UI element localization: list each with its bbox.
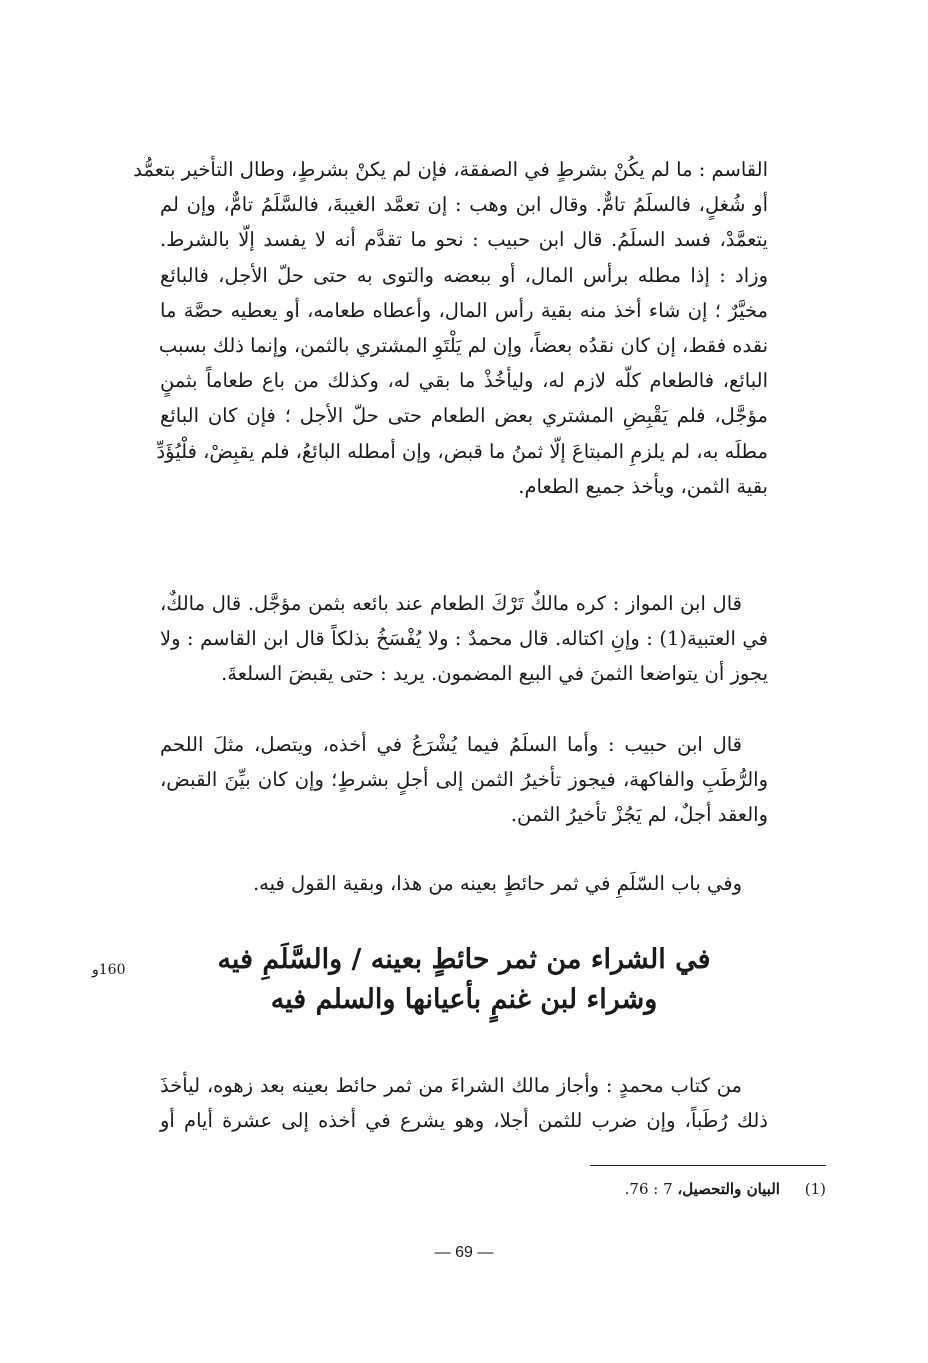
paragraph-1 [133, 152, 768, 504]
text-line: قال ابن حبيب : وأما السلَمُ فيما يُشْرَعُ في أخذه، ويتصل، مثلَ اللحم [160, 733, 742, 756]
text-line: وزاد : إذا مطله برأس المال، أو ببعضه والتوى به حتى حلّ الأجل، فالبائع [160, 263, 768, 287]
text-line: بقية الثمن، ويأخذ جميع الطعام. [518, 474, 768, 498]
section-heading [160, 940, 768, 1020]
footnote-reference: 7 : 76. [624, 1180, 673, 1198]
footnote-source: البيان والتحصيل، [677, 1180, 780, 1198]
page-number: — 69 — [434, 1244, 494, 1261]
text-line: مؤجَّل، فلم يَقْبِضِ المشتري بعض الطعام حتى حلّ الأجل ؛ فإن كان البائع [160, 404, 768, 428]
text-line: نقده فقط، إن كان نقدُه بعضاً، وإن لم يَلْتَوِ المشتري بالثمن، وإنما ذلك بسبب [158, 334, 768, 358]
text-line: القاسم : ما لم يكُنْ بشرطٍ في الصفقة، فإن لم يكنْ بشرطٍ، وطال التأخير بتعمُّد [133, 158, 768, 181]
text-line: يتعمَّدْ، فسد السلَمُ. قال ابن حبيب : نحو ما تقدَّم أنه لا يفسد إلّا بالشرط. [160, 228, 768, 252]
paragraph-2 [160, 586, 768, 692]
footnote-divider [590, 1165, 826, 1166]
text-line: ذلك رُطَباً، وإن ضرب للثمن أجلا، وهو يشرع في أخذه إلى عشرة أيام أو [160, 1109, 768, 1133]
heading-line-2: وشراء لبن غنمٍ بأعيانها والسلم فيه [270, 984, 658, 1015]
footnote-number: (1) [804, 1180, 826, 1198]
paragraph-5 [160, 1068, 768, 1138]
text-line: مخيَّرٌ ؛ إن شاء أخذ منه بقية رأس المال، وأعطاه طعامه، أو يعطيه حصَّة ما [160, 298, 768, 322]
text-line: والعقد أجلٌ، لم يَجُزْ تأخيرُ الثمن. [510, 803, 768, 827]
paragraph-4 [160, 866, 768, 901]
text-line: مطلَه به، لم يلزمِ المبتاعَ إلّا ثمنُ ما قبض، وإن أمطله البائعُ، فلم يقبِضْ، فلْيُؤَدِّ [156, 439, 768, 463]
text-line: البائع، فالطعام كلّه لازم له، وليأخُذْ ما بقي له، وكذلك من باع طعاماً بثمنٍ [160, 369, 768, 393]
text-line: وفي باب السّلَمِ في ثمر حائطٍ بعينه من هذا، وبقية القول فيه. [252, 872, 742, 895]
paragraph-3 [160, 727, 768, 833]
text-line: أو شُغلٍ، فالسلَمُ تامٌّ. وقال ابن وهب : إن تعمَّد الغيبةَ، فالسَّلَمُ تامٌّ، وإن لم [160, 193, 768, 217]
heading-line-1: في الشراء من ثمر حائطٍ بعينه / والسَّلَمِ فيه [217, 944, 711, 975]
text-line: والرُّطَبِ والفاكهة، فيجوز تأخيرُ الثمن إلى أجلٍ بشرطٍ؛ وإن كان بيِّنَ القبض، [160, 768, 768, 792]
footnote [560, 1180, 826, 1198]
text-line: قال ابن المواز : كره مالكٌ تَرْكَ الطعام عند بائعه بثمن مؤجَّل. قال مالكٌ، [160, 592, 742, 615]
text-line: في العتبية(1) : وإنِ اكتاله. قال محمدٌ : ولا يُفْسَخُ بذلكاً قال ابن القاسم : ولا [160, 627, 768, 651]
text-line: يجوز أن يتواضعا الثمنَ في البيع المضمون. يريد : حتى يقبضَ السلعةَ. [221, 662, 768, 686]
folio-marker: 160و [92, 962, 126, 978]
text-line: من كتاب محمدٍ : وأجاز مالك الشراءَ من ثمر حائط بعينه بعد زهوه، ليأخذَ [160, 1074, 742, 1097]
